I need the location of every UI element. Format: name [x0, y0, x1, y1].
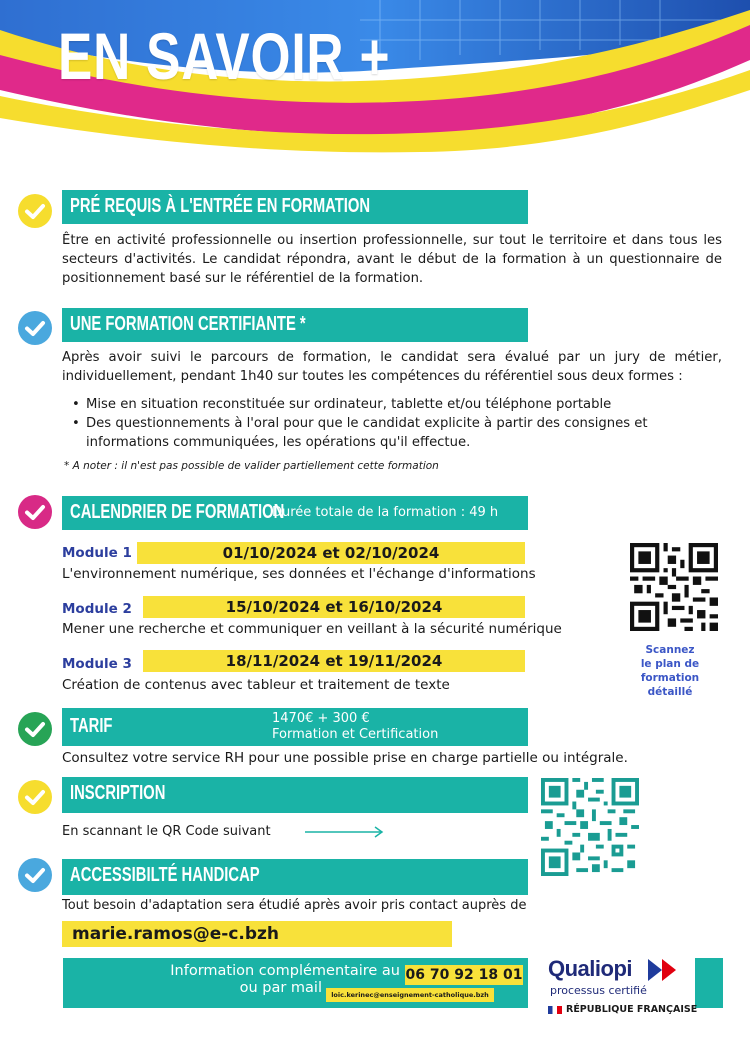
contact-email[interactable]: marie.ramos@e-c.bzh — [62, 921, 452, 947]
section-bar-tarif — [62, 708, 528, 746]
arrow-right-icon — [305, 826, 385, 838]
check-icon — [18, 712, 52, 746]
tarif-text: Consultez votre service RH pour une possible prise en charge partielle ou intégrale. — [62, 750, 628, 766]
footer-mail[interactable]: loic.kerinec@enseignement-catholique.bzh — [326, 988, 494, 1002]
module-1-dates: 01/10/2024 et 02/10/2024 — [137, 542, 525, 564]
tarif-detail: Formation et Certification — [272, 727, 439, 742]
module-3-dates: 18/11/2024 et 19/11/2024 — [143, 650, 525, 672]
header-banner — [0, 0, 750, 160]
footer-phone[interactable]: 06 70 92 18 01 — [405, 967, 523, 983]
check-icon — [18, 858, 52, 892]
module-3-desc: Création de contenus avec tableur et traitement de texte — [62, 677, 450, 693]
section-title: INSCRIPTION — [70, 782, 166, 804]
module-2-desc: Mener une recherche et communiquer en veillant à la sécurité numérique — [62, 621, 562, 637]
section-bar-prerequis — [62, 190, 528, 224]
check-icon — [18, 311, 52, 345]
tarif-price: 1470€ + 300 € — [272, 711, 370, 726]
section-title: CALENDRIER DE FORMATION — [70, 501, 285, 523]
section-title: UNE FORMATION CERTIFIANTE * — [70, 313, 306, 335]
check-icon — [18, 194, 52, 228]
certifiante-note: * A noter : il n'est pas possible de valider partiellement cette formation — [64, 460, 439, 472]
module-2-dates: 15/10/2024 et 16/10/2024 — [143, 596, 525, 618]
qr-code-inscription[interactable] — [541, 778, 639, 876]
accessibilite-text: Tout besoin d'adaptation sera étudié après avoir pris contact auprès de — [62, 898, 527, 913]
section-bar-calendrier — [62, 496, 528, 530]
module-3-label: Module 3 — [62, 656, 132, 672]
inscription-text: En scannant le QR Code suivant — [62, 824, 271, 839]
list-item: • Des questionnements à l'oral pour que le candidat explicite à partir des consignes et informations communiquées, les opérations qu'il effectue. — [72, 414, 692, 452]
section-bar-inscription — [62, 777, 528, 813]
module-1-desc: L'environnement numérique, ses données et l'échange d'informations — [62, 566, 536, 582]
module-1-label: Module 1 — [62, 545, 132, 561]
qualiopi-arrows-icon — [648, 959, 688, 981]
certifiante-text: Après avoir suivi le parcours de formation, le candidat sera évalué par un jury de métier, individuellement, pendant 1h40 sur toutes les compétences du référentiel sous deux formes : — [62, 350, 722, 384]
check-icon — [18, 495, 52, 529]
qr-code-plan[interactable] — [630, 543, 718, 631]
page-title: EN SAVOIR + — [58, 19, 391, 93]
section-title: TARIF — [70, 715, 113, 737]
certifiante-bullets — [72, 395, 692, 452]
footer-info-text: Information complémentaire au ou par mail — [170, 963, 400, 996]
french-flag-icon — [548, 1006, 562, 1014]
qualiopi-logo: Qualiopi processus certifié — [548, 956, 698, 1016]
republique-francaise-label: RÉPUBLIQUE FRANÇAISE — [548, 1004, 697, 1015]
footer-accent — [695, 958, 723, 1008]
list-item: • Mise en situation reconstituée sur ordinateur, tablette et/ou téléphone portable — [72, 395, 692, 414]
section-title: ACCESSIBILTÉ HANDICAP — [70, 864, 260, 886]
calendrier-duration: Durée totale de la formation : 49 h — [272, 505, 499, 520]
section-bar-certifiante — [62, 308, 528, 342]
section-bar-accessibilite — [62, 859, 528, 895]
prerequis-text: Être en activité professionnelle ou insertion professionnelle, sur tout le territoire et dans tous les secteurs d'activités. Le candidat répondra, avant le début de la formation à un questionnaire de positionnement basé sur le référentiel de la formation. — [62, 233, 722, 286]
check-icon — [18, 780, 52, 814]
module-2-label: Module 2 — [62, 601, 132, 617]
scan-instruction: Scannez le plan de formation détaillé — [640, 644, 700, 698]
section-title: PRÉ REQUIS À L'ENTRÉE EN FORMATION — [70, 195, 371, 217]
